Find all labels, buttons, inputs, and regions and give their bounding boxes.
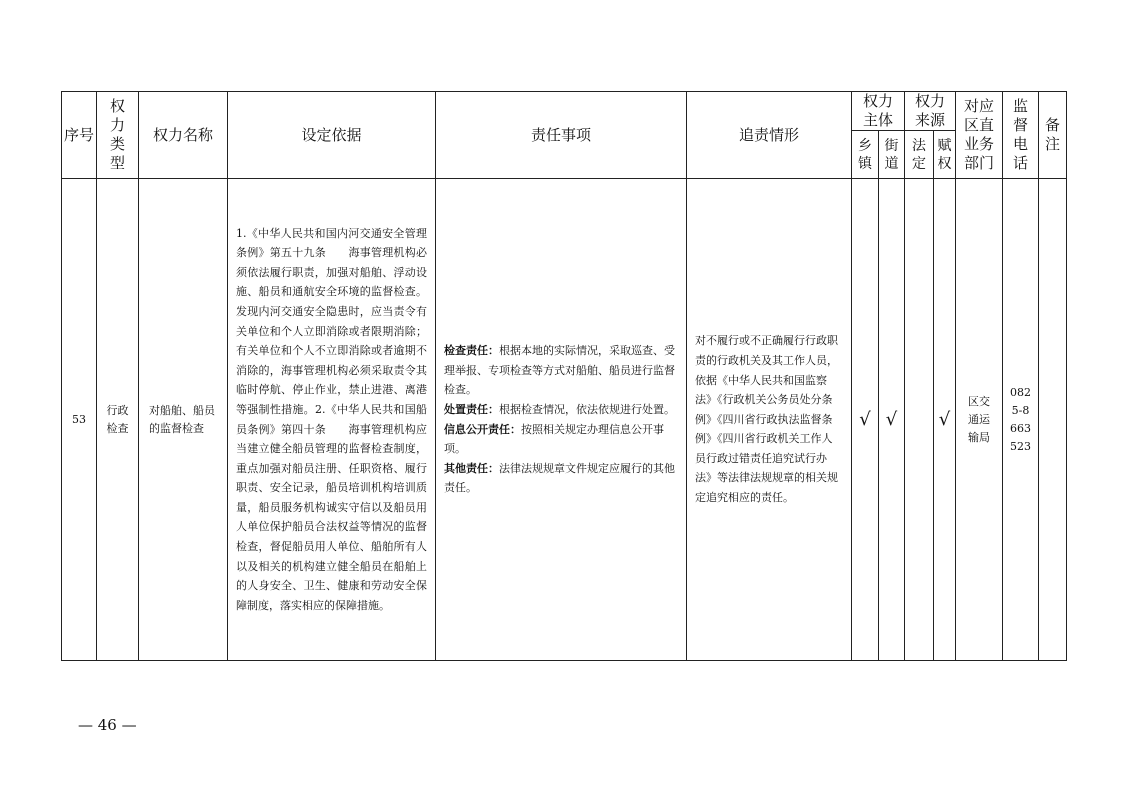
header-accountability: 追责情形 — [687, 92, 852, 179]
header-subject-street — [879, 131, 905, 179]
row-department-text: 区交通运输局 — [968, 394, 990, 444]
header-department-text: 对应区直业务部门 — [963, 97, 994, 172]
header-subject — [852, 92, 905, 131]
header-source-text: 权力来源 — [914, 92, 945, 129]
row-department — [956, 179, 1003, 661]
header-basis: 设定依据 — [228, 92, 436, 179]
power-list-table — [61, 91, 1067, 661]
phone-line: 523 — [1010, 439, 1031, 453]
header-type-text: 权力类型 — [109, 97, 125, 172]
row-source-legal-check — [905, 179, 934, 661]
header-subject-town — [852, 131, 879, 179]
row-subject-street-check: √ — [879, 179, 905, 661]
row-subject-town-check: √ — [852, 179, 879, 661]
duty-label-disclosure: 信息公开责任： — [444, 422, 521, 436]
duty-item-inspection — [444, 341, 678, 400]
row-type-text: 行政检查 — [106, 403, 129, 435]
header-type — [97, 92, 139, 179]
duty-text-disclosure: 按照相关规定办理信息公开事项。 — [444, 422, 664, 456]
duty-item-other — [444, 459, 678, 498]
duty-text-other: 法律法规规章文件规定应履行的其他责任。 — [444, 461, 675, 495]
row-accountability: 对不履行或不正确履行行政职责的行政机关及其工作人员，依据《中华人民共和国监察法》《行政机关公务员处分条例》《四川省行政执法监督条例》《四川省行政机关工作人员行政过错责任追究试行办法》等法律法规规章的相关规定追究相应的责任。 — [687, 179, 852, 661]
row-phone — [1003, 179, 1039, 661]
row-duty — [436, 179, 687, 661]
row-seq: 53 — [62, 179, 97, 661]
header-source-granted-text: 赋权 — [937, 137, 952, 172]
header-phone — [1003, 92, 1039, 179]
header-source — [905, 92, 956, 131]
header-source-legal — [905, 131, 934, 179]
header-name: 权力名称 — [139, 92, 228, 179]
row-name — [139, 179, 228, 661]
duty-item-disclosure — [444, 420, 678, 459]
duty-item-disposal — [444, 400, 678, 420]
header-source-granted — [934, 131, 956, 179]
phone-line: 5-8 — [1011, 403, 1030, 417]
header-seq-text: 序号 — [63, 125, 94, 144]
row-source-granted-check: √ — [934, 179, 956, 661]
duty-text-inspection: 根据本地的实际情况，采取巡查、受理举报、专项检查等方式对船舶、船员进行监督检查。 — [444, 344, 675, 397]
phone-line: 663 — [1010, 421, 1031, 435]
row-type — [97, 179, 139, 661]
row-remark — [1039, 179, 1067, 661]
duty-label-inspection: 检查责任： — [444, 344, 499, 358]
duty-text-disposal: 根据检查情况，依法依规进行处置。 — [499, 402, 675, 416]
phone-line: 082 — [1010, 385, 1031, 399]
header-subject-town-text: 乡镇 — [858, 137, 872, 172]
duty-label-disposal: 处置责任： — [444, 402, 499, 416]
header-subject-street-text: 街道 — [884, 137, 899, 172]
header-remark — [1039, 92, 1067, 179]
header-source-legal-text: 法定 — [912, 137, 926, 172]
header-seq — [62, 92, 97, 179]
duty-label-other: 其他责任： — [444, 461, 499, 475]
header-remark-text: 备注 — [1044, 116, 1060, 153]
header-phone-text: 监督电话 — [1012, 97, 1028, 172]
row-name-text: 对船舶、船员的监督检查 — [149, 403, 215, 435]
header-duty: 责任事项 — [436, 92, 687, 179]
header-subject-text: 权力主体 — [862, 92, 893, 129]
table-row — [62, 179, 1067, 661]
row-basis: 1.《中华人民共和国内河交通安全管理条例》第五十九条 海事管理机构必须依法履行职责，加强对船舶、浮动设施、船员和通航安全环境的监督检查。发现内河交通安全隐患时，应当责令有关单位和个人立即消除或者限期消除；有关单位和个人不立即消除或者逾期不消除的，海事管理机构必须采取责令其临时停航、停止作业，禁止进港、离港等强制性措施。2.《中华人民共和国船员条例》第四十条 海事管理机构应当建立健全船员管理的监督检查制度，重点加强对船员注册、任职资格、履行职责、安全记录，船员培训机构培训质量，船员服务机构诚实守信以及船员用人单位保护船员合法权益等情况的监督检查，督促船员用人单位、船舶所有人以及相关的机构建立健全船员在船舶上的人身安全、卫生、健康和劳动安全保障制度，落实相应的保障措施。 — [228, 179, 436, 661]
page-number: — 46 — — [78, 716, 137, 734]
header-department — [956, 92, 1003, 179]
